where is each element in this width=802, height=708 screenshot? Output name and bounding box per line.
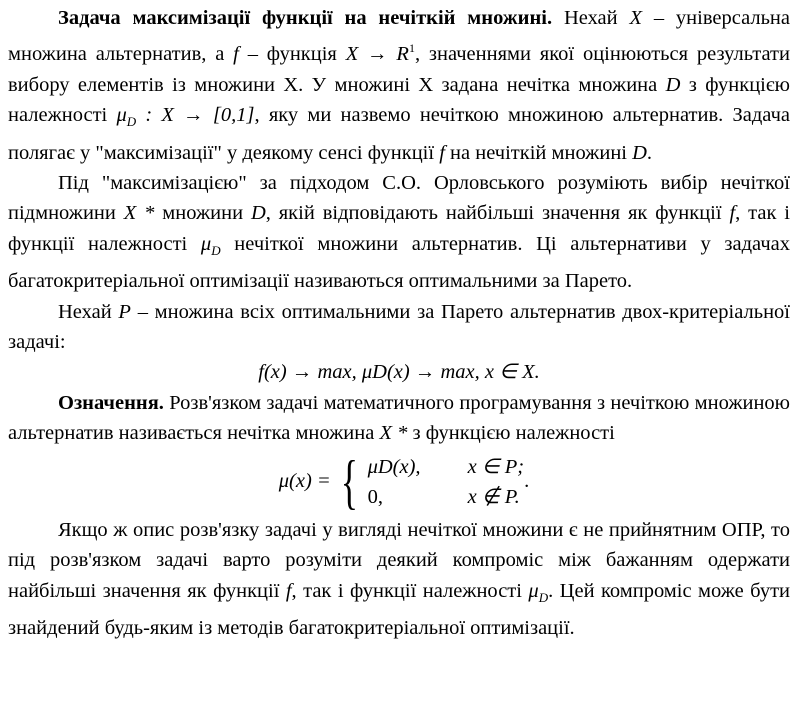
text: Якщо ж опис розв'язку задачі у вигляді нечіткої множини є не прийнятним ОПР, то під розв'язком задачі варто розуміти деякий компроміс між бажанням одержати найбільші значення як функції <box>8 518 790 602</box>
case-value: 0, <box>367 485 383 508</box>
subscript: D <box>126 114 137 130</box>
paragraph-orlovsky <box>8 168 790 297</box>
math-symbol: μ <box>116 104 127 127</box>
text: Нехай <box>552 7 630 29</box>
math-symbol: D <box>665 73 681 96</box>
text: , якій відповідають найбільші значення як функції <box>265 202 730 225</box>
text: . Цей компроміс може бути знайдений будь-яким із методів багатокритеріальної оптимізації. <box>8 579 790 639</box>
paragraph-pareto <box>8 297 790 358</box>
definition-title: Означення. <box>58 391 164 414</box>
text: Нехай <box>58 300 119 323</box>
text: , так і функції належності <box>291 579 529 602</box>
paragraph-problem-statement <box>8 3 790 168</box>
text: з функцією належності <box>407 422 615 445</box>
text: Розв'язком задачі математичного програмування з нечіткою множиною альтернатив називається нечітка множина <box>8 391 790 445</box>
subscript: D <box>211 242 221 258</box>
math-symbol: P <box>118 300 131 323</box>
section-title: Задача максимізації функції на нечіткій множині. <box>58 7 553 29</box>
text: Під "максимізацією" за підходом С.О. Орловського розуміють вибір нечіткої підмножини <box>8 172 790 225</box>
formula-cases <box>368 452 525 512</box>
math-mapping: : X → [0,1] <box>136 104 255 127</box>
formula-membership-function <box>18 449 790 515</box>
superscript: 1 <box>408 41 415 56</box>
paragraph-compromise <box>8 515 790 644</box>
case-row <box>368 482 525 512</box>
text: , яку ми назвемо нечіткою множиною альтернатив. Задача полягає у "максимізації" у деякому сенсі функції <box>8 104 790 164</box>
text: – множина всіх оптимальними за Парето альтернатив двох-критеріальної задачі: <box>8 300 790 354</box>
text: – функція <box>238 43 346 66</box>
text: – універсальна множина альтернатив, а <box>8 7 791 66</box>
case-condition: x ∈ P; <box>467 455 525 478</box>
math-mapping: X → R <box>345 43 409 66</box>
math-symbol: X <box>629 7 642 29</box>
text: множини <box>154 202 251 225</box>
formula-dot: . <box>524 470 530 493</box>
math-symbol: μ <box>200 232 212 255</box>
brace-symbol: { <box>340 448 358 515</box>
text: на нечіткій множині <box>444 141 633 164</box>
math-symbol: f <box>439 141 445 164</box>
formula-two-criteria: f(x) → max, μD(x) → max, x ∈ X. <box>258 361 540 384</box>
text: , так і функції належності <box>8 202 790 255</box>
case-row <box>368 452 525 482</box>
text: , значеннями якої оцінюються результати вибору елементів із множини X. У множині X задана нечітка множина <box>8 43 790 96</box>
math-symbol: f <box>233 43 239 66</box>
paragraph-definition <box>8 388 790 449</box>
math-symbol: f <box>729 202 736 225</box>
math-symbol: D <box>632 141 647 164</box>
math-symbol: D <box>250 202 266 225</box>
subscript: D <box>538 589 549 605</box>
case-value: μD(x), <box>367 455 421 478</box>
math-symbol: X * <box>379 422 408 445</box>
case-condition: x ∉ P. <box>467 485 520 508</box>
formula-lhs: μ(x) = <box>278 470 331 493</box>
text: з функцією належності <box>8 73 790 127</box>
math-symbol: X * <box>123 202 155 225</box>
math-symbol: μ <box>528 579 539 602</box>
math-symbol: f <box>285 579 292 602</box>
text: нечіткої множини альтернатив. Ці альтернативи у задачах багатокритеріальної оптимізації називаються оптимальними за Парето. <box>8 232 790 293</box>
text: . <box>646 141 653 164</box>
